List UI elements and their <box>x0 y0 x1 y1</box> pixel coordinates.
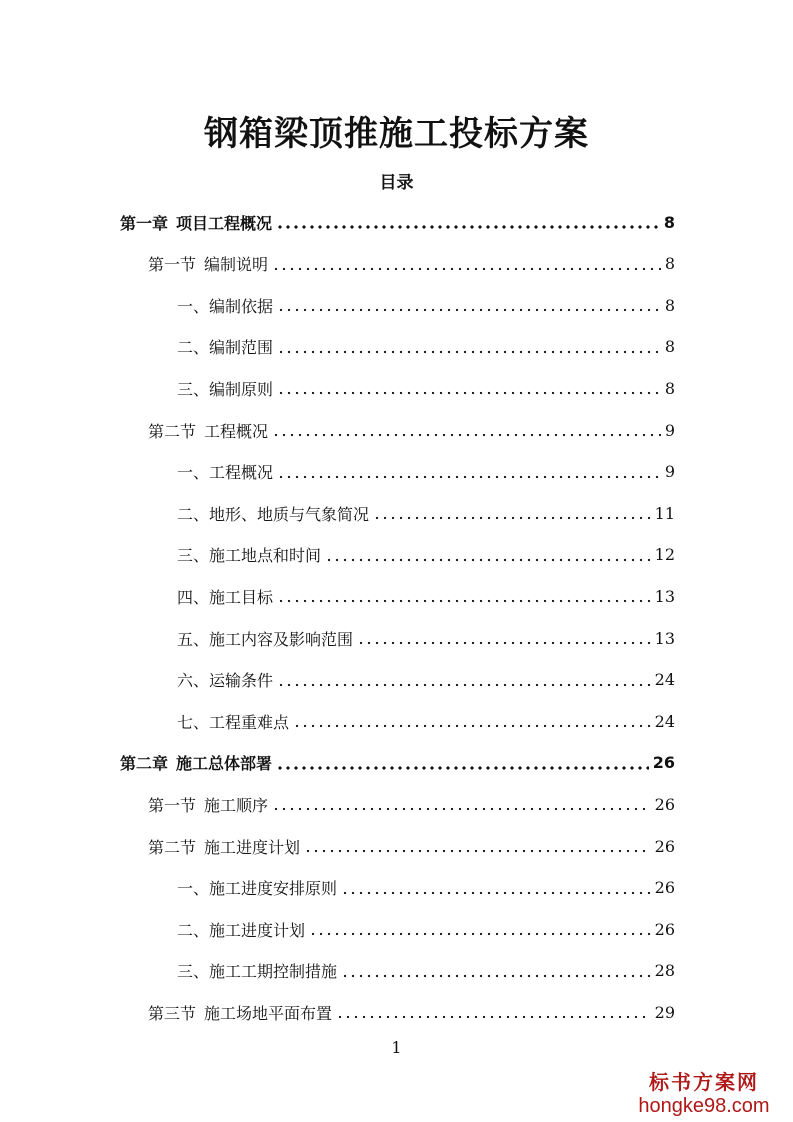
toc-entry-text: 六、运输条件 <box>177 671 274 691</box>
toc-entry-page: 24 <box>654 670 675 690</box>
toc-heading: 目录 <box>379 173 414 193</box>
toc-entry-page: 8 <box>664 378 675 398</box>
toc-entry-page: 13 <box>654 628 675 648</box>
toc-entry-label <box>148 252 268 275</box>
toc-entry-label <box>177 502 369 525</box>
toc-entry[interactable] <box>120 202 675 242</box>
toc-leader-dots <box>336 1007 651 1021</box>
toc-entry-text: 七、工程重难点 <box>177 712 290 732</box>
toc-entry-label <box>177 585 273 608</box>
toc-entry-text: 施工顺序 <box>204 795 269 815</box>
toc-entry-label <box>177 668 273 691</box>
toc-entry-text: 工程概况 <box>204 421 269 441</box>
toc-entry-page: 8 <box>664 254 675 274</box>
toc-entry[interactable] <box>120 743 675 783</box>
toc-leader-dots <box>277 467 661 481</box>
toc-leader-dots <box>373 508 651 522</box>
toc-entry-page: 24 <box>654 711 675 731</box>
toc-entry-page: 29 <box>654 1002 675 1022</box>
toc-entry-number: 第二章 <box>120 754 169 774</box>
toc-leader-dots <box>304 841 651 855</box>
toc-entry-label <box>148 1001 332 1024</box>
toc-entry-page: 26 <box>654 794 675 814</box>
toc-leader-dots <box>277 675 651 689</box>
toc-entry-text: 一、施工进度安排原则 <box>177 879 338 899</box>
toc-entry-label <box>120 751 272 774</box>
toc-entry-page: 9 <box>664 420 675 440</box>
toc-leader-dots <box>341 966 651 980</box>
toc-entry-page: 26 <box>652 753 675 773</box>
toc-entry-text: 三、编制原则 <box>177 379 274 399</box>
toc-entry[interactable] <box>148 244 675 284</box>
toc-entry[interactable] <box>177 701 675 741</box>
toc-entry-page: 8 <box>664 295 675 315</box>
toc-entry-text: 施工进度计划 <box>204 837 301 857</box>
toc-entry-page: 11 <box>654 503 675 523</box>
toc-entry[interactable] <box>148 826 675 866</box>
toc-entry-number: 第二节 <box>148 837 197 857</box>
toc-entry-text: 三、施工地点和时间 <box>177 546 322 566</box>
toc-entry[interactable] <box>148 992 675 1032</box>
document-title: 钢箱梁顶推施工投标方案 <box>204 114 589 154</box>
toc-entry-text: 一、编制依据 <box>177 296 274 316</box>
toc-entry-page: 13 <box>654 586 675 606</box>
toc-entry-page: 9 <box>664 462 675 482</box>
toc-entry[interactable] <box>148 784 675 824</box>
toc-entry[interactable] <box>177 368 675 408</box>
toc-leader-dots <box>277 342 661 356</box>
toc-entry-page: 12 <box>654 545 675 565</box>
toc-entry[interactable] <box>177 618 675 658</box>
toc-entry-label <box>177 627 353 650</box>
watermark-url: hongke98.com <box>638 1095 770 1117</box>
toc-entry[interactable] <box>148 410 675 450</box>
toc-entry[interactable] <box>177 660 675 700</box>
toc-entry-number: 第一节 <box>148 795 197 815</box>
toc-leader-dots <box>276 758 649 772</box>
toc-entry-label <box>177 543 321 566</box>
toc-entry-text: 五、施工内容及影响范围 <box>177 629 354 649</box>
watermark-cn: 标书方案网 <box>649 1070 759 1094</box>
toc-entry-page: 26 <box>654 919 675 939</box>
toc-entry-label <box>177 335 273 358</box>
page-number: 1 <box>391 1038 402 1057</box>
toc-entry-text: 四、施工目标 <box>177 587 274 607</box>
toc-leader-dots <box>341 883 651 897</box>
toc-entry-label <box>177 377 273 400</box>
toc-entry-text: 二、地形、地质与气象简况 <box>177 504 370 524</box>
toc-entry-text: 编制说明 <box>204 255 269 275</box>
toc-entry-text: 项目工程概况 <box>176 213 273 233</box>
toc-entry-label <box>177 460 273 483</box>
toc-entry[interactable] <box>177 909 675 949</box>
toc-leader-dots <box>309 924 651 938</box>
toc-entry-page: 8 <box>663 212 675 232</box>
toc-leader-dots <box>277 300 661 314</box>
toc-entry[interactable] <box>177 493 675 533</box>
toc-leader-dots <box>272 799 651 813</box>
toc-leader-dots <box>293 716 651 730</box>
toc-entry-number: 第一节 <box>148 255 197 275</box>
toc-entry[interactable] <box>177 285 675 325</box>
toc-entry-label <box>148 419 268 442</box>
toc-entry[interactable] <box>177 576 675 616</box>
toc-leader-dots <box>277 383 661 397</box>
toc-entry-number: 第一章 <box>120 213 169 233</box>
toc-entry[interactable] <box>177 327 675 367</box>
toc-entry-label <box>120 211 272 234</box>
toc-leader-dots <box>325 550 651 564</box>
toc-entry-label <box>177 710 289 733</box>
toc-entry-page: 8 <box>664 337 675 357</box>
toc-entry[interactable] <box>177 452 675 492</box>
watermark <box>629 1070 779 1118</box>
toc-entry-label <box>148 793 268 816</box>
toc-entry-label <box>177 959 337 982</box>
toc-leader-dots <box>272 425 661 439</box>
toc-entry[interactable] <box>177 868 675 908</box>
toc-leader-dots <box>357 633 651 647</box>
toc-entry-text: 二、施工进度计划 <box>177 920 306 940</box>
toc-entry-label <box>148 835 300 858</box>
toc-entry-text: 三、施工工期控制措施 <box>177 962 338 982</box>
toc-entry-page: 26 <box>654 878 675 898</box>
toc-entry-text: 二、编制范围 <box>177 338 274 358</box>
toc-entry-page: 26 <box>654 836 675 856</box>
toc-entry-text: 施工总体部署 <box>176 754 273 774</box>
toc-entry-text: 施工场地平面布置 <box>204 1003 333 1023</box>
toc-entry[interactable] <box>177 535 675 575</box>
toc-leader-dots <box>276 217 660 231</box>
toc-leader-dots <box>277 591 651 605</box>
toc-entry-text: 一、工程概况 <box>177 463 274 483</box>
toc-entry[interactable] <box>177 951 675 991</box>
toc-entry-label <box>177 876 337 899</box>
toc-entry-label <box>177 918 305 941</box>
toc-entry-label <box>177 294 273 317</box>
toc-leader-dots <box>272 259 661 273</box>
toc-entry-number: 第三节 <box>148 1003 197 1023</box>
toc-entry-page: 28 <box>654 961 675 981</box>
toc-entry-number: 第二节 <box>148 421 197 441</box>
